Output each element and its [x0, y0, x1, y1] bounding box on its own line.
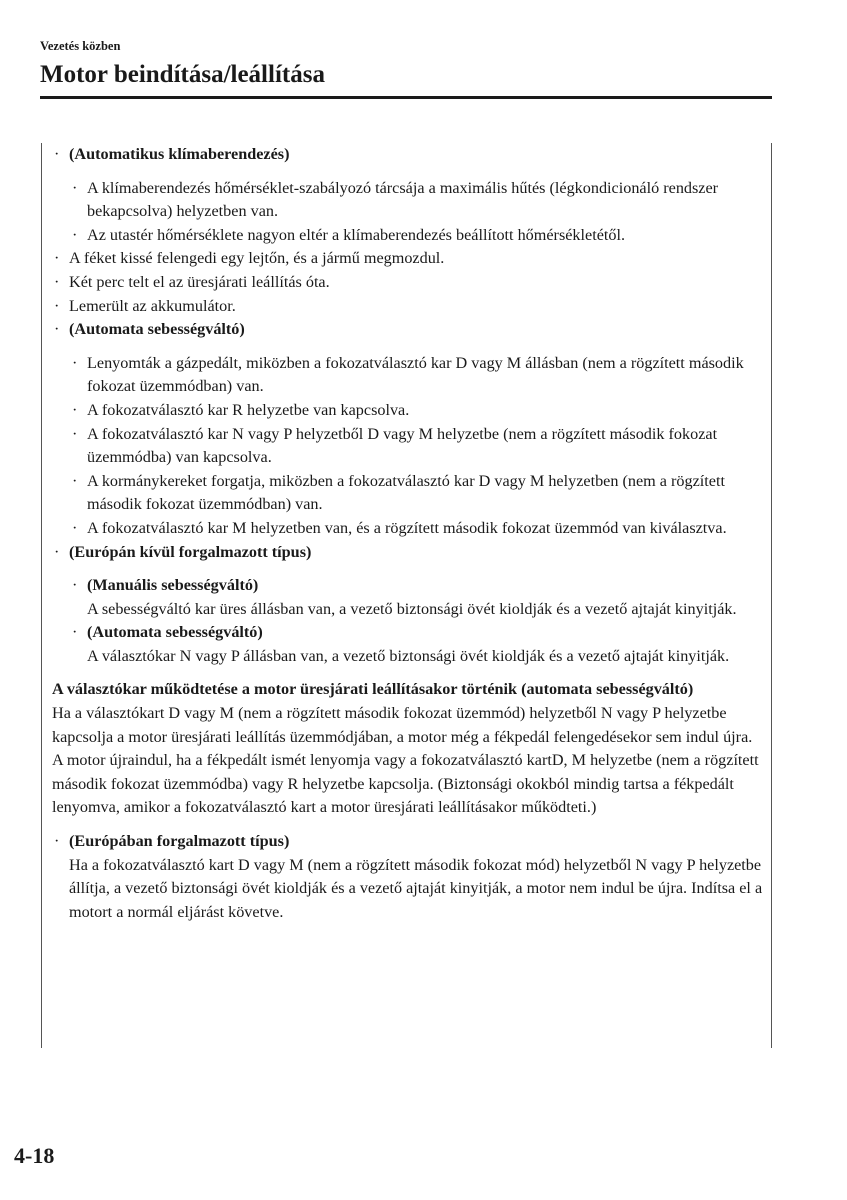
list-item: [52, 517, 764, 541]
subheading-auto-climate: (Automatikus klímaberendezés): [69, 145, 290, 163]
paragraph-manual: A sebességváltó kar üres állásban van, a vezető biztonsági övét kioldják és a vezető ajtaját kinyitják.: [87, 599, 737, 618]
list-item: [52, 621, 764, 645]
note-heading: A választókar működtetése a motor üresjárati leállításakor történik (automata sebességváltó): [52, 680, 694, 699]
list-item: [52, 830, 764, 854]
list-item-text: A fokozatválasztó kar M helyzetben van, és a rögzített második fokozat üzemmód van kiválasztva.: [87, 518, 727, 537]
paragraph-europe: Ha a fokozatválasztó kart D vagy M (nem a rögzített második fokozat mód) helyzetből N vagy P helyzetbe állítja, a vezető biztonsági övét kioldják és a vezető ajtaját kinyitják, a motor nem indul be újra. Indítsa el a motort a normál eljárást követve.: [69, 855, 763, 921]
title-rule: [40, 96, 772, 99]
frame-right-border: [771, 143, 772, 1048]
bullet: ·: [54, 249, 60, 268]
page-title: Motor beindítása/leállítása: [40, 61, 325, 88]
note-body: Ha a választókart D vagy M (nem a rögzített második fokozat üzemmód) helyzetből N vagy P helyzetbe kapcsolja a motor üresjárati leállítás üzemmódjában, a motor még a fékpedál felengedésekor sem indul újra. A motor újraindul, ha a fékpedált ismét lenyomja vagy a fokozatválasztó kartD, M helyzetbe (nem a rögzített második fokozat üzemmódba) vagy R helyzetbe kapcsolja. (Biztonsági okokból mindig tartsa a fékpedált lenyomva, amikor a fokozatválasztó kart a motor üresjárati leállításakor működteti.): [52, 704, 759, 817]
list-item: [52, 271, 764, 295]
list-item: [52, 224, 764, 248]
list-item: [52, 352, 764, 399]
list-item-text: A fokozatválasztó kar N vagy P helyzetből D vagy M helyzetbe (nem a rögzített második fokozat üzemmódba) van kapcsolva.: [87, 424, 718, 467]
bullet: ·: [72, 400, 78, 419]
list-item: [52, 318, 764, 342]
list-item: [52, 247, 764, 271]
bullet: ·: [72, 576, 78, 595]
bullet: ·: [72, 518, 78, 537]
list-item-text: A kormánykereket forgatja, miközben a fokozatválasztó kar D vagy M helyzetben (nem a rögzített második fokozat üzemmódban) van.: [87, 471, 725, 514]
list-item: [52, 177, 764, 224]
list-item: [52, 541, 764, 565]
list-item-text: A klímaberendezés hőmérséklet-szabályozó tárcsája a maximális hűtés (légkondicionáló rendszer bekapcsolva) helyzetben van.: [87, 178, 719, 221]
bullet: ·: [72, 178, 78, 197]
list-item-text: A féket kissé felengedi egy lejtőn, és a jármű megmozdul.: [69, 249, 445, 268]
subheading-automatic-transmission: (Automata sebességváltó): [69, 320, 245, 339]
subheading-manual-transmission: (Manuális sebességváltó): [87, 576, 259, 595]
frame-left-border: [41, 143, 42, 1048]
content-frame: [52, 143, 764, 924]
list-item: [52, 423, 764, 470]
list-item-text: Az utastér hőmérséklete nagyon eltér a klímaberendezés beállított hőmérsékletétől.: [87, 225, 626, 244]
list-item: [52, 295, 764, 319]
page-header: [40, 38, 772, 92]
list-item-text: A fokozatválasztó kar R helyzetbe van kapcsolva.: [87, 400, 410, 419]
bullet: ·: [72, 353, 78, 372]
section-label: Vezetés közben: [40, 39, 121, 53]
subheading-automatic: (Automata sebességváltó): [87, 623, 263, 642]
list-item: [52, 470, 764, 517]
bullet: ·: [54, 296, 60, 315]
bullet: ·: [72, 424, 78, 443]
list-item-text: Lemerült az akkumulátor.: [69, 296, 236, 315]
list-item: [52, 143, 764, 167]
bullet: ·: [72, 623, 78, 642]
list-item-text: Lenyomták a gázpedált, miközben a fokozatválasztó kar D vagy M állásban (nem a rögzített második fokozat üzemmódban) van.: [87, 353, 744, 396]
bullet: ·: [54, 832, 60, 851]
paragraph-automatic: A választókar N vagy P állásban van, a vezető biztonsági övét kioldják és a vezető ajtaját kinyitják.: [87, 646, 730, 665]
list-item-text: Két perc telt el az üresjárati leállítás óta.: [69, 272, 330, 291]
page-number: 4-18: [14, 1143, 55, 1168]
bullet: ·: [54, 542, 60, 561]
bullet: ·: [72, 471, 78, 490]
bullet: ·: [72, 225, 78, 244]
list-item: [52, 574, 764, 598]
bullet: ·: [54, 145, 60, 163]
bullet: ·: [54, 320, 60, 339]
subheading-outside-europe: (Európán kívül forgalmazott típus): [69, 542, 312, 561]
list-item: [52, 399, 764, 423]
bullet: ·: [54, 272, 60, 291]
subheading-europe: (Európában forgalmazott típus): [69, 832, 290, 851]
